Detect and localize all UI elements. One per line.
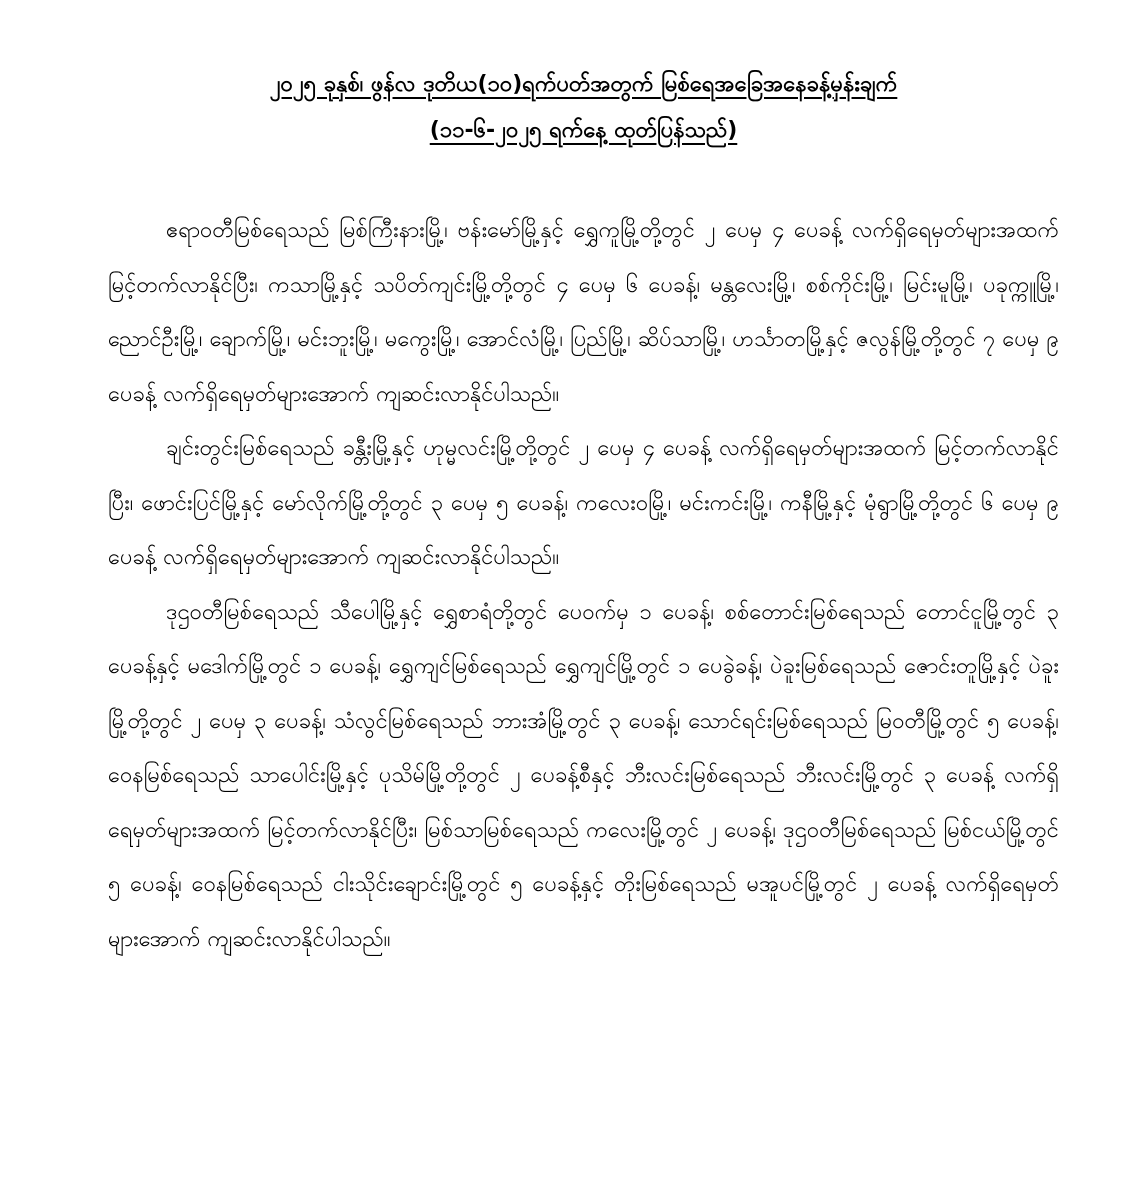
document-title: [108, 62, 1059, 154]
document-body: [108, 204, 1059, 967]
paragraph-chindwin: ချင်းတွင်းမြစ်ရေသည် ခန္တီးမြို့နှင့် ဟုမ္မလင်းမြို့တို့တွင် ၂ ပေမှ ၄ ပေခန့် လက်ရှိရေမှတ်များအထက် မြင့်တက်လာနိုင်ပြီး၊ ဖောင်းပြင်မြို့နှင့် မော်လိုက်မြို့တို့တွင် ၃ ပေမှ ၅ ပေခန့်၊ ကလေးဝမြို့၊ မင်းကင်းမြို့၊ ကနီမြို့နှင့် မုံရွာမြို့တို့တွင် ၆ ပေမှ ၉ ပေခန့် လက်ရှိရေမှတ်များအောက် ကျဆင်းလာနိုင်ပါသည်။: [108, 436, 1059, 570]
title-line-2: (၁၁-၆-၂၀၂၅ ရက်နေ့ ထုတ်ပြန်သည်): [429, 118, 738, 143]
paragraph-other-rivers: ဒုဌဝတီမြစ်ရေသည် သီပေါမြို့နှင့် ရွှေစာရံတို့တွင် ပေဝက်မှ ၁ ပေခန့်၊ စစ်တောင်းမြစ်ရေသည် တောင်ငူမြို့တွင် ၃ ပေခန့်နှင့် မဒေါက်မြို့တွင် ၁ ပေခန့်၊ ရွှေကျင်မြစ်ရေသည် ရွှေကျင်မြို့တွင် ၁ ပေခွဲခန့်၊ ပဲခူးမြစ်ရေသည် ဇောင်းတူမြို့နှင့် ပဲခူးမြို့တို့တွင် ၂ ပေမှ ၃ ပေခန့်၊ သံလွင်မြစ်ရေသည် ဘားအံမြို့တွင် ၃ ပေခန့်၊ သောင်ရင်းမြစ်ရေသည် မြဝတီမြို့တွင် ၅ ပေခန့်၊ ဝေနမြစ်ရေသည် သာပေါင်းမြို့နှင့် ပုသိမ်မြို့တို့တွင် ၂ ပေခန့်စီနှင့် ဘီးလင်းမြစ်ရေသည် ဘီးလင်းမြို့တွင် ၃ ပေခန့် လက်ရှိရေမှတ်များအထက် မြင့်တက်လာနိုင်ပြီး၊ မြစ်သာမြစ်ရေသည် ကလေးမြို့တွင် ၂ ပေခန့်၊ ဒုဌဝတီမြစ်ရေသည် မြစ်ငယ်မြို့တွင် ၅ ပေခန့်၊ ဝေနမြစ်ရေသည် ငါးသိုင်းချောင်းမြို့တွင် ၅ ပေခန့်နှင့် တိုးမြစ်ရေသည် မအူပင်မြို့တွင် ၂ ပေခန့် လက်ရှိရေမှတ်များအောက် ကျဆင်းလာနိုင်ပါသည်။: [108, 599, 1059, 952]
title-line-1: ၂၀၂၅ ခုနှစ်၊ ဖွန်လ ဒုတိယ(၁၀)ရက်ပတ်အတွက် မြစ်ရေအခြေအနေခန့်မှန်းချက်: [269, 72, 898, 97]
paragraph-ayeyarwady: ဧရာဝတီမြစ်ရေသည် မြစ်ကြီးနားမြို့၊ ဗန်းမော်မြို့နှင့် ရွှေကူမြို့တို့တွင် ၂ ပေမှ ၄ ပေခန့် လက်ရှိရေမှတ်များအထက် မြင့်တက်လာနိုင်ပြီး၊ ကသာမြို့နှင့် သပိတ်ကျင်းမြို့တို့တွင် ၄ ပေမှ ၆ ပေခန့်၊ မန္တလေးမြို့၊ စစ်ကိုင်းမြို့၊ မြင်းမူမြို့၊ ပခုက္ကူမြို့၊ ညောင်ဦးမြို့၊ ချောက်မြို့၊ မင်းဘူးမြို့၊ မကွေးမြို့၊ အောင်လံမြို့၊ ပြည်မြို့၊ ဆိပ်သာမြို့၊ ဟင်္သာတမြို့နှင့် ဇလွန်မြို့တို့တွင် ၇ ပေမှ ၉ ပေခန့် လက်ရှိရေမှတ်များအောက် ကျဆင်းလာနိုင်ပါသည်။: [108, 218, 1059, 407]
